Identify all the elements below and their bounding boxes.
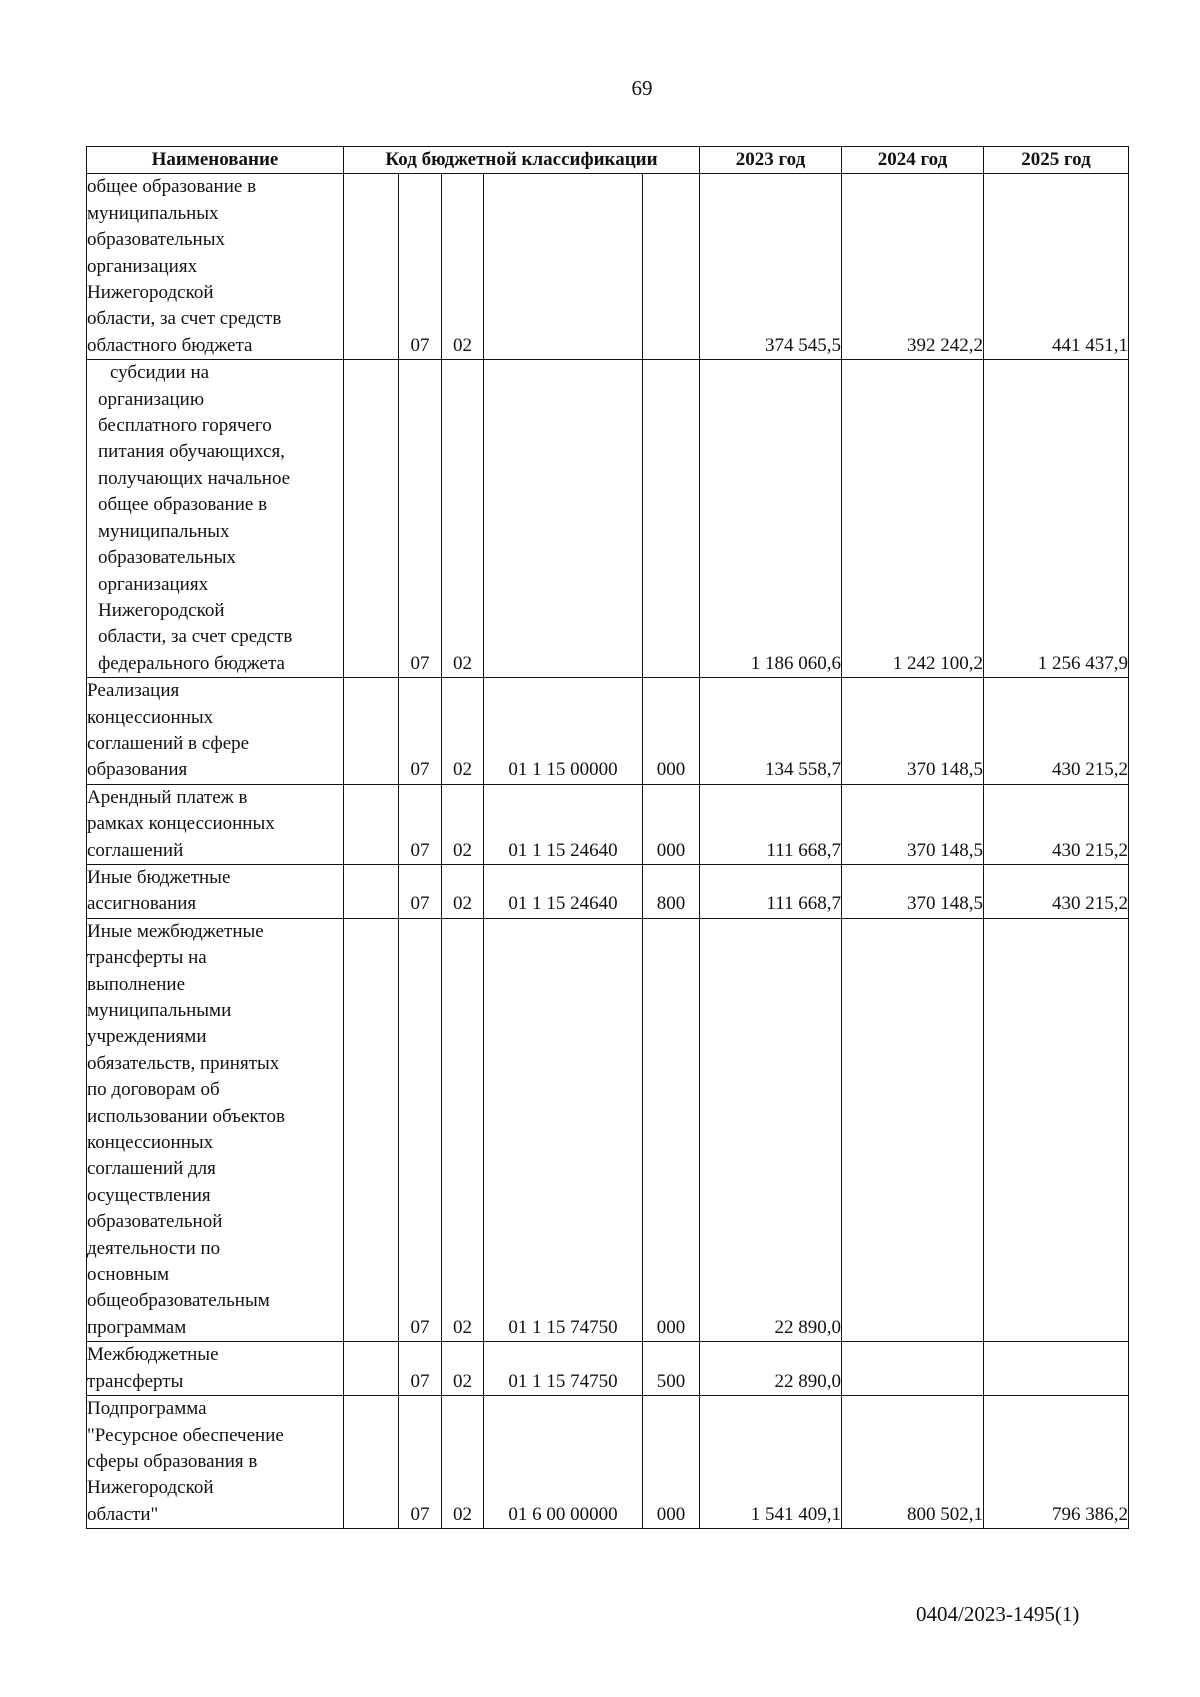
- header-code: Код бюджетной классификации: [344, 147, 700, 174]
- value-2025: 430 215,2: [984, 784, 1129, 864]
- value-2024: [842, 1342, 984, 1396]
- budget-table: [86, 146, 1129, 1529]
- value-2023: 134 558,7: [700, 678, 842, 785]
- code-subsection: 02: [442, 784, 484, 864]
- value-2024: 1 242 100,2: [842, 360, 984, 678]
- value-2024: 370 148,5: [842, 864, 984, 918]
- row-name-line: трансферты на: [87, 947, 207, 969]
- row-name-line: муниципальными: [87, 1000, 232, 1021]
- code-section: 07: [399, 1396, 442, 1529]
- row-name-line: области, за счет средств: [87, 308, 282, 330]
- row-name-line: Подпрограмма: [87, 1398, 207, 1420]
- code-expense-type: 500: [643, 1342, 700, 1396]
- row-name-line: концессионных: [87, 1132, 214, 1154]
- value-2025: 430 215,2: [984, 678, 1129, 785]
- table-row: [87, 1342, 1129, 1396]
- code-subsection: 02: [442, 360, 484, 678]
- header-row: [87, 147, 1129, 174]
- code-section: 07: [399, 174, 442, 360]
- value-2024: 800 502,1: [842, 1396, 984, 1529]
- row-name-line: Реализация: [87, 680, 180, 702]
- row-name: [87, 918, 344, 1342]
- row-name-line: осуществления: [87, 1184, 211, 1206]
- row-name-line: общее образование в: [98, 494, 268, 516]
- row-name-line: "Ресурсное обеспечение: [87, 1424, 284, 1446]
- row-name-line: программам: [87, 1316, 187, 1338]
- code-subsection: 02: [442, 1342, 484, 1396]
- code-target-article: [484, 174, 643, 360]
- code-section: 07: [399, 678, 442, 785]
- row-name-line: бесплатного горячего: [98, 415, 272, 437]
- table-row: [87, 918, 1129, 1342]
- row-name-line: Арендный платеж в: [87, 786, 248, 808]
- row-name-line: сферы образования в: [87, 1450, 258, 1472]
- row-name-line: выполнение: [87, 973, 186, 995]
- row-name-line: Иные межбюджетные: [87, 920, 264, 942]
- row-name-line: обязательств, принятых: [87, 1052, 280, 1074]
- code-part-0: [344, 174, 399, 360]
- code-expense-type: 000: [643, 1396, 700, 1529]
- row-name-line: области": [87, 1503, 159, 1525]
- code-part-0: [344, 678, 399, 785]
- table-row: [87, 1396, 1129, 1529]
- row-name: [87, 678, 344, 785]
- code-expense-type: [643, 360, 700, 678]
- code-target-article: 01 1 15 74750: [484, 1342, 643, 1396]
- code-part-0: [344, 360, 399, 678]
- row-name-line: образования: [87, 759, 188, 781]
- table-row: [87, 678, 1129, 785]
- value-2025: [984, 1342, 1129, 1396]
- row-name-line: муниципальных: [87, 202, 219, 224]
- table-body: [87, 174, 1129, 1529]
- row-name-line: общеобразовательным: [87, 1290, 270, 1312]
- code-section: 07: [399, 918, 442, 1342]
- row-name-line: питания обучающихся,: [98, 441, 285, 463]
- value-2023: 22 890,0: [700, 1342, 842, 1396]
- row-name-line: Межбюджетные: [87, 1344, 219, 1366]
- row-name-line: ассигнования: [87, 893, 197, 915]
- code-part-0: [344, 918, 399, 1342]
- value-2024: [842, 918, 984, 1342]
- value-2023: 374 545,5: [700, 174, 842, 360]
- code-section: 07: [399, 864, 442, 918]
- row-name-line: основным: [87, 1264, 170, 1286]
- row-name-line: образовательных: [87, 229, 225, 251]
- value-2025: 796 386,2: [984, 1396, 1129, 1529]
- row-name-line: федерального бюджета: [98, 652, 285, 674]
- header-name: Наименование: [87, 147, 344, 174]
- row-name-line: образовательных: [98, 547, 236, 569]
- row-name-line: соглашений для: [87, 1158, 216, 1180]
- table-row: [87, 174, 1129, 360]
- code-subsection: 02: [442, 678, 484, 785]
- row-name-line: учреждениями: [87, 1026, 207, 1048]
- code-subsection: 02: [442, 1396, 484, 1529]
- row-name-line: областного бюджета: [87, 334, 253, 356]
- code-part-0: [344, 1396, 399, 1529]
- code-subsection: 02: [442, 918, 484, 1342]
- row-name-line: концессионных: [87, 706, 214, 728]
- code-expense-type: 000: [643, 678, 700, 785]
- row-name-line: деятельности по: [87, 1237, 221, 1259]
- row-name-line: Иные бюджетные: [87, 866, 231, 888]
- code-expense-type: 000: [643, 784, 700, 864]
- row-name-line: рамках концессионных: [87, 813, 275, 835]
- code-target-article: 01 1 15 24640: [484, 784, 643, 864]
- value-2023: 111 668,7: [700, 864, 842, 918]
- code-subsection: 02: [442, 864, 484, 918]
- row-name-line: Нижегородской: [98, 599, 225, 621]
- header-2025: 2025 год: [984, 147, 1129, 174]
- code-target-article: 01 1 15 74750: [484, 918, 643, 1342]
- row-name-line: организацию: [98, 388, 205, 410]
- row-name-line: образовательной: [87, 1211, 223, 1233]
- code-section: 07: [399, 1342, 442, 1396]
- value-2024: 392 242,2: [842, 174, 984, 360]
- code-target-article: [484, 360, 643, 678]
- value-2023: 1 541 409,1: [700, 1396, 842, 1529]
- table-row: [87, 784, 1129, 864]
- table-row: [87, 864, 1129, 918]
- code-section: 07: [399, 784, 442, 864]
- row-name-line: общее образование в: [87, 176, 257, 198]
- row-name: [87, 864, 344, 918]
- row-name-line: организациях: [98, 573, 209, 595]
- code-target-article: 01 6 00 00000: [484, 1396, 643, 1529]
- row-name-line: муниципальных: [98, 520, 230, 542]
- code-section: 07: [399, 360, 442, 678]
- code-part-0: [344, 1342, 399, 1396]
- row-name-line: соглашений в сфере: [87, 732, 250, 754]
- row-name-line: получающих начальное: [98, 467, 291, 489]
- row-name: [87, 784, 344, 864]
- row-name-line: организациях: [87, 255, 198, 277]
- code-expense-type: 000: [643, 918, 700, 1342]
- row-name-line: соглашений: [87, 839, 184, 861]
- row-name-line: по договорам об: [87, 1079, 220, 1101]
- row-name-line: субсидии на: [110, 362, 210, 384]
- row-name: [87, 174, 344, 360]
- row-name-line: области, за счет средств: [98, 626, 293, 648]
- page-number: 69: [631, 76, 653, 100]
- row-name-line: Нижегородской: [87, 1477, 214, 1499]
- table-row: [87, 360, 1129, 678]
- value-2024: 370 148,5: [842, 678, 984, 785]
- value-2023: 111 668,7: [700, 784, 842, 864]
- value-2025: 430 215,2: [984, 864, 1129, 918]
- row-name-line: Нижегородской: [87, 282, 214, 304]
- document-number: 0404/2023-1495(1): [916, 1602, 1080, 1626]
- header-2024: 2024 год: [842, 147, 984, 174]
- code-target-article: 01 1 15 24640: [484, 864, 643, 918]
- code-target-article: 01 1 15 00000: [484, 678, 643, 785]
- value-2025: [984, 918, 1129, 1342]
- code-part-0: [344, 784, 399, 864]
- row-name-line: трансферты: [87, 1370, 184, 1392]
- value-2023: 1 186 060,6: [700, 360, 842, 678]
- value-2025: 441 451,1: [984, 174, 1129, 360]
- value-2023: 22 890,0: [700, 918, 842, 1342]
- row-name: [87, 1396, 344, 1529]
- header-2023: 2023 год: [700, 147, 842, 174]
- code-subsection: 02: [442, 174, 484, 360]
- value-2024: 370 148,5: [842, 784, 984, 864]
- value-2025: 1 256 437,9: [984, 360, 1129, 678]
- code-expense-type: [643, 174, 700, 360]
- row-name: [87, 1342, 344, 1396]
- code-expense-type: 800: [643, 864, 700, 918]
- row-name-line: использовании объектов: [87, 1105, 285, 1127]
- code-part-0: [344, 864, 399, 918]
- row-name: [87, 360, 344, 678]
